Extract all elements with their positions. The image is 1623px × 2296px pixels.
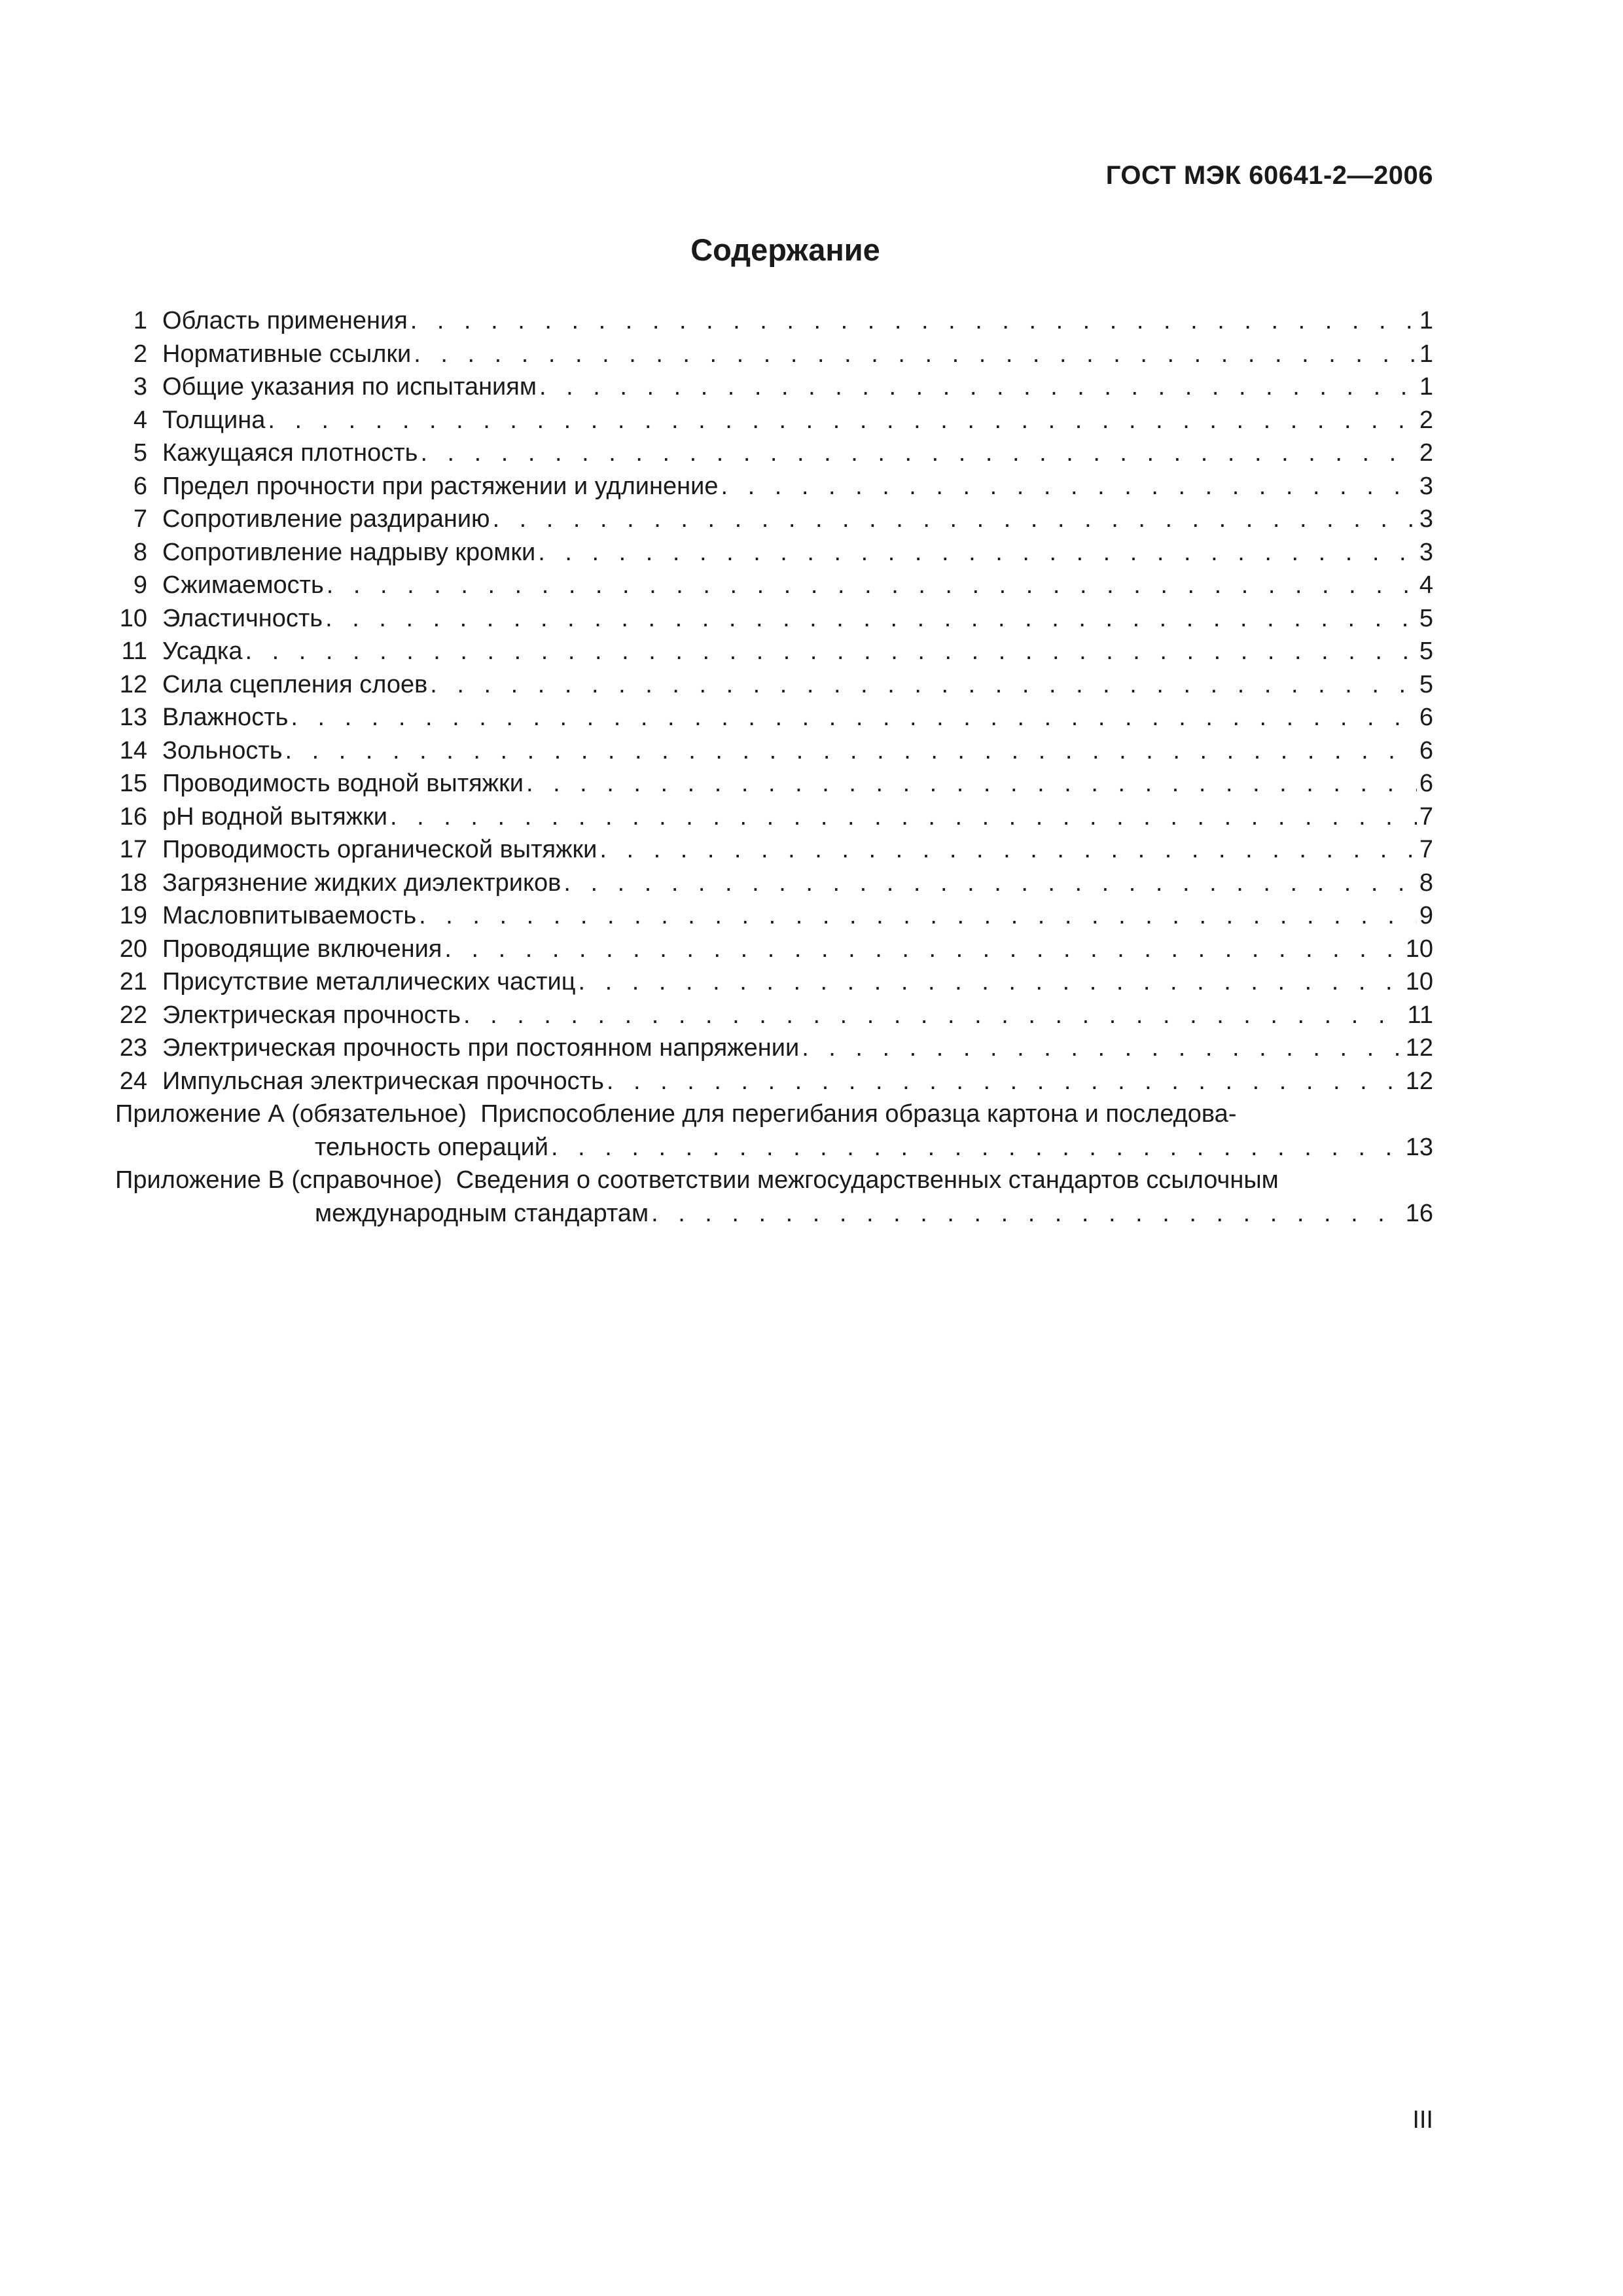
- dot-leader: [526, 767, 1417, 800]
- page-number: 9: [1419, 902, 1433, 929]
- page-number: 7: [1419, 802, 1433, 831]
- page-number: 7: [1419, 836, 1433, 863]
- page-number: 10: [1405, 935, 1433, 963]
- page-number: 4: [1419, 571, 1433, 599]
- dot-leader: [551, 1131, 1403, 1164]
- appendix-label: Приложение А (обязательное): [115, 1100, 467, 1128]
- toc-entry[interactable]: [115, 965, 1433, 999]
- page-number: 5: [1419, 670, 1433, 698]
- page-number: 2: [1419, 406, 1433, 434]
- section-title: Предел прочности при растяжении и удлинение: [162, 472, 719, 500]
- dot-leader: [802, 1031, 1403, 1065]
- section-number: 18: [119, 869, 147, 897]
- page-number: 5: [1419, 604, 1433, 632]
- toc-entry[interactable]: [115, 734, 1433, 768]
- toc-entry[interactable]: [115, 304, 1433, 338]
- section-number: 7: [133, 505, 147, 533]
- appendix-b-line2[interactable]: [115, 1197, 1433, 1230]
- page-number: 16: [1405, 1199, 1433, 1227]
- section-title: Влажность: [162, 704, 289, 731]
- dot-leader: [444, 933, 1402, 966]
- toc-entry[interactable]: [115, 999, 1433, 1032]
- page-number: 12: [1405, 1067, 1433, 1095]
- page-number: 5: [1419, 637, 1433, 665]
- page-number: 13: [1405, 1133, 1433, 1161]
- toc-entry[interactable]: [115, 569, 1433, 602]
- toc-entry[interactable]: [115, 933, 1433, 966]
- section-title: Сопротивление надрыву кромки: [162, 538, 536, 566]
- section-title: Присутствие металлических частиц: [162, 968, 576, 996]
- toc-entry[interactable]: [115, 867, 1433, 900]
- dot-leader: [721, 470, 1417, 503]
- toc-entry[interactable]: [115, 1065, 1433, 1098]
- section-number: 11: [121, 637, 147, 665]
- section-number: 22: [119, 1001, 147, 1029]
- page-number: 6: [1419, 770, 1433, 797]
- section-title: Зольность: [162, 736, 283, 764]
- section-number: 14: [119, 736, 147, 764]
- section-title: Общие указания по испытаниям: [162, 373, 537, 401]
- toc-entry[interactable]: [115, 602, 1433, 636]
- dot-leader: [325, 602, 1417, 636]
- toc-entry[interactable]: [115, 668, 1433, 702]
- section-number: 12: [119, 670, 147, 698]
- page-number: 1: [1419, 373, 1433, 401]
- dot-leader: [538, 536, 1417, 569]
- dot-leader: [563, 867, 1417, 900]
- section-number: 10: [119, 604, 147, 632]
- toc-entry[interactable]: [115, 404, 1433, 437]
- section-number: 5: [133, 439, 147, 467]
- toc-entry[interactable]: [115, 503, 1433, 536]
- appendix-a-line2[interactable]: [115, 1131, 1433, 1164]
- page-number: 1: [1419, 307, 1433, 334]
- section-number: 21: [119, 968, 147, 996]
- dot-leader: [493, 503, 1417, 536]
- toc-entry[interactable]: [115, 767, 1433, 800]
- section-number: 9: [133, 571, 147, 599]
- appendix-title-cont: тельность операций: [315, 1133, 549, 1161]
- section-title: Электрическая прочность: [162, 1001, 461, 1029]
- section-title: Проводимость водной вытяжки: [162, 770, 524, 797]
- appendix-a-line1[interactable]: [115, 1098, 1433, 1131]
- section-number: 20: [119, 935, 147, 963]
- toc-entry[interactable]: [115, 833, 1433, 867]
- section-title: Масловпитываемость: [162, 902, 417, 929]
- dot-leader: [607, 1065, 1403, 1098]
- appendix-label: Приложение В (справочное): [115, 1166, 442, 1194]
- dot-leader: [291, 701, 1416, 734]
- section-title: Эластичность: [162, 604, 323, 632]
- section-number: 4: [133, 406, 147, 434]
- dot-leader: [420, 437, 1416, 470]
- section-title: Загрязнение жидких диэлектриков: [162, 869, 562, 897]
- page-footer-number: III: [1412, 2106, 1433, 2134]
- dot-leader: [651, 1197, 1403, 1230]
- toc-entry[interactable]: [115, 437, 1433, 470]
- document-code: ГОСТ МЭК 60641-2—2006: [1105, 161, 1433, 190]
- section-title: Усадка: [162, 637, 243, 665]
- dot-leader: [599, 833, 1417, 867]
- section-title: Электрическая прочность при постоянном напряжении: [162, 1034, 800, 1062]
- section-number: 16: [119, 802, 147, 831]
- toc-entry[interactable]: [115, 536, 1433, 569]
- dot-leader: [430, 668, 1417, 702]
- dot-leader: [539, 370, 1417, 404]
- toc-entry[interactable]: [115, 470, 1433, 503]
- dot-leader: [268, 404, 1417, 437]
- appendix-title: Сведения о соответствии межгосударственных стандартов ссылочным: [455, 1166, 1279, 1194]
- dot-leader: [463, 999, 1405, 1032]
- section-number: 1: [133, 307, 147, 334]
- toc-entry[interactable]: [115, 800, 1433, 834]
- toc-entry[interactable]: [115, 899, 1433, 933]
- section-title: Нормативные ссылки: [162, 340, 412, 368]
- section-number: 23: [119, 1034, 147, 1062]
- appendix-title: Приспособление для перегибания образца картона и последова-: [480, 1100, 1237, 1128]
- page-number: 10: [1405, 968, 1433, 996]
- section-number: 19: [119, 902, 147, 929]
- section-title: Область применения: [162, 307, 408, 334]
- section-number: 8: [133, 538, 147, 566]
- page-number: 3: [1419, 472, 1433, 500]
- dot-leader: [419, 899, 1417, 933]
- section-title: Проводящие включения: [162, 935, 442, 963]
- section-number: 24: [119, 1067, 147, 1095]
- dot-leader: [245, 635, 1417, 668]
- section-title: Проводимость органической вытяжки: [162, 836, 597, 863]
- section-title: Толщина: [162, 406, 266, 434]
- section-title: Импульсная электрическая прочность: [162, 1067, 604, 1095]
- section-title: Сопротивление раздиранию: [162, 505, 490, 533]
- dot-leader: [410, 304, 1417, 338]
- page-number: 3: [1419, 538, 1433, 566]
- page-number: 3: [1419, 505, 1433, 533]
- toc-entry[interactable]: [115, 338, 1433, 371]
- section-title: Сжимаемость: [162, 571, 324, 599]
- toc-entry[interactable]: [115, 635, 1433, 668]
- dot-leader: [285, 734, 1417, 768]
- toc-entry[interactable]: [115, 701, 1433, 734]
- dot-leader: [327, 569, 1417, 602]
- section-number: 2: [133, 340, 147, 368]
- page-number: 8: [1419, 869, 1433, 897]
- appendix-b-line1[interactable]: [115, 1164, 1433, 1197]
- section-title: pH водной вытяжки: [162, 802, 388, 831]
- section-number: 17: [119, 836, 147, 863]
- table-of-contents: [115, 304, 1433, 1230]
- section-title: Сила сцепления слоев: [162, 670, 428, 698]
- page-number: 6: [1419, 736, 1433, 764]
- section-title: Кажущаяся плотность: [162, 439, 418, 467]
- page-number: 1: [1419, 340, 1433, 368]
- appendix-title-cont: международным стандартам: [315, 1199, 649, 1227]
- dot-leader: [579, 965, 1403, 999]
- section-number: 3: [133, 373, 147, 401]
- dot-leader: [390, 800, 1417, 834]
- page-number: 11: [1407, 1001, 1433, 1029]
- section-number: 6: [133, 472, 147, 500]
- page-number: 12: [1405, 1034, 1433, 1062]
- toc-entry[interactable]: [115, 370, 1433, 404]
- dot-leader: [414, 338, 1417, 371]
- section-number: 13: [119, 704, 147, 731]
- section-number: 15: [119, 770, 147, 797]
- toc-heading: Содержание: [690, 232, 880, 267]
- page-number: 2: [1419, 439, 1433, 467]
- page-number: 6: [1419, 704, 1433, 731]
- toc-entry[interactable]: [115, 1031, 1433, 1065]
